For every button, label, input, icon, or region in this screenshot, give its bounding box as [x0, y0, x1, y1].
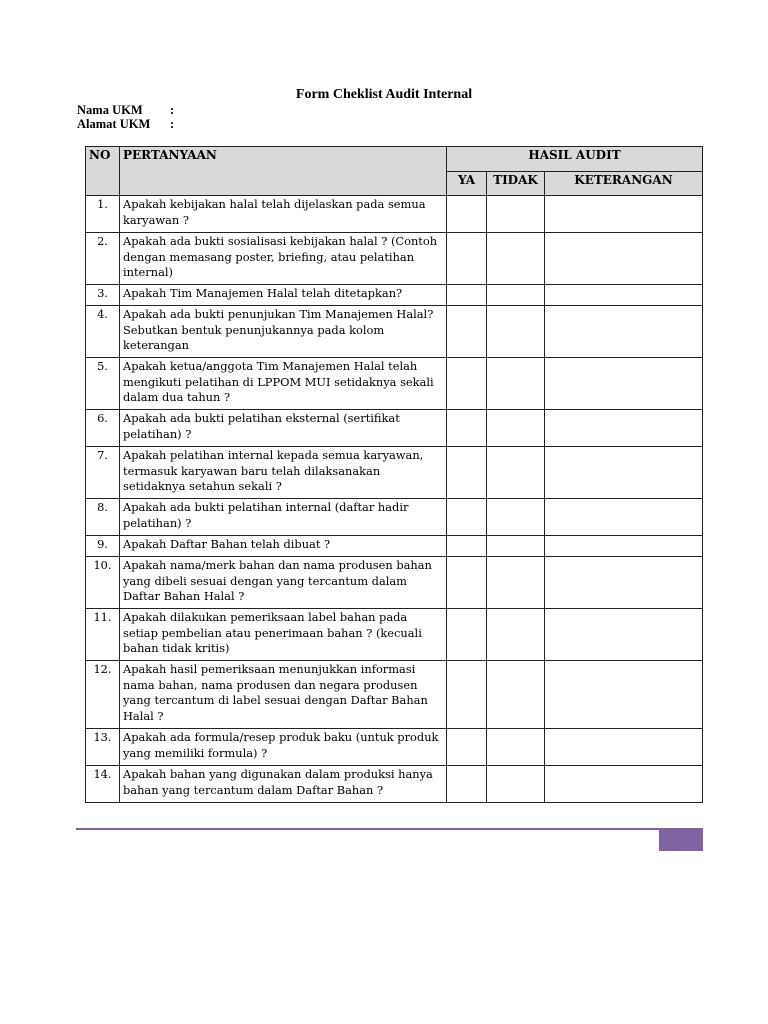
row-question: Apakah ada bukti penunjukan Tim Manajemen Halal? Sebutkan bentuk penunjukannya pada kolom keterangan	[120, 306, 447, 358]
keterangan-cell[interactable]	[545, 306, 703, 358]
table-row	[86, 609, 703, 661]
row-question: Apakah dilakukan pemeriksaan label bahan pada setiap pembelian atau penerimaan bahan ? (kecuali bahan tidak kritis)	[120, 609, 447, 661]
row-question: Apakah bahan yang digunakan dalam produksi hanya bahan yang tercantum dalam Daftar Bahan ?	[120, 766, 447, 803]
tidak-cell[interactable]	[487, 358, 545, 410]
row-number: 11.	[86, 609, 120, 661]
keterangan-cell[interactable]	[545, 233, 703, 285]
ya-cell[interactable]	[447, 536, 487, 557]
keterangan-cell[interactable]	[545, 447, 703, 499]
tidak-cell[interactable]	[487, 233, 545, 285]
header-hasil-audit: HASIL AUDIT	[447, 147, 703, 172]
tidak-cell[interactable]	[487, 609, 545, 661]
row-question: Apakah hasil pemeriksaan menunjukkan informasi nama bahan, nama produsen dan negara produsen yang tercantum di label sesuai dengan Daftar Bahan Halal ?	[120, 661, 447, 729]
table-row	[86, 285, 703, 306]
row-question: Apakah ada bukti pelatihan internal (daftar hadir pelatihan) ?	[120, 499, 447, 536]
row-question: Apakah ketua/anggota Tim Manajemen Halal telah mengikuti pelatihan di LPPOM MUI setidaknya sekali dalam dua tahun ?	[120, 358, 447, 410]
keterangan-cell[interactable]	[545, 499, 703, 536]
tidak-cell[interactable]	[487, 536, 545, 557]
keterangan-cell[interactable]	[545, 661, 703, 729]
row-number: 5.	[86, 358, 120, 410]
alamat-ukm-label: Alamat UKM	[77, 117, 151, 131]
row-number: 7.	[86, 447, 120, 499]
nama-ukm-label: Nama UKM	[77, 103, 143, 117]
table-row	[86, 661, 703, 729]
keterangan-cell[interactable]	[545, 729, 703, 766]
row-question: Apakah nama/merk bahan dan nama produsen bahan yang dibeli sesuai dengan yang tercantum dalam Daftar Bahan Halal ?	[120, 557, 447, 609]
row-number: 14.	[86, 766, 120, 803]
ya-cell[interactable]	[447, 661, 487, 729]
nama-ukm-colon: :	[170, 103, 175, 117]
table-row	[86, 358, 703, 410]
row-number: 9.	[86, 536, 120, 557]
row-question: Apakah pelatihan internal kepada semua karyawan, termasuk karyawan baru telah dilaksanakan setidaknya setahun sekali ?	[120, 447, 447, 499]
ya-cell[interactable]	[447, 499, 487, 536]
row-question: Apakah Daftar Bahan telah dibuat ?	[120, 536, 447, 557]
tidak-cell[interactable]	[487, 410, 545, 447]
keterangan-cell[interactable]	[545, 609, 703, 661]
keterangan-cell[interactable]	[545, 196, 703, 233]
row-number: 10.	[86, 557, 120, 609]
table-row	[86, 196, 703, 233]
header-keterangan: KETERANGAN	[545, 172, 703, 196]
tidak-cell[interactable]	[487, 447, 545, 499]
header-tidak: TIDAK	[487, 172, 545, 196]
row-number: 6.	[86, 410, 120, 447]
ya-cell[interactable]	[447, 358, 487, 410]
alamat-ukm-colon: :	[170, 117, 175, 131]
keterangan-cell[interactable]	[545, 557, 703, 609]
row-number: 2.	[86, 233, 120, 285]
table-row	[86, 557, 703, 609]
page-title: Form Cheklist Audit Internal	[295, 87, 473, 102]
ya-cell[interactable]	[447, 306, 487, 358]
table-row	[86, 233, 703, 285]
tidak-cell[interactable]	[487, 285, 545, 306]
table-row	[86, 447, 703, 499]
ya-cell[interactable]	[447, 557, 487, 609]
table-row	[86, 766, 703, 803]
row-question: Apakah kebijakan halal telah dijelaskan pada semua karyawan ?	[120, 196, 447, 233]
ya-cell[interactable]	[447, 410, 487, 447]
table-row	[86, 499, 703, 536]
tidak-cell[interactable]	[487, 196, 545, 233]
row-question: Apakah ada formula/resep produk baku (untuk produk yang memiliki formula) ?	[120, 729, 447, 766]
keterangan-cell[interactable]	[545, 285, 703, 306]
row-number: 3.	[86, 285, 120, 306]
table-row	[86, 729, 703, 766]
table-row	[86, 410, 703, 447]
keterangan-cell[interactable]	[545, 536, 703, 557]
row-number: 13.	[86, 729, 120, 766]
ya-cell[interactable]	[447, 447, 487, 499]
tidak-cell[interactable]	[487, 661, 545, 729]
footer-divider	[76, 828, 703, 830]
row-number: 4.	[86, 306, 120, 358]
ya-cell[interactable]	[447, 609, 487, 661]
row-question: Apakah ada bukti sosialisasi kebijakan halal ? (Contoh dengan memasang poster, briefing, atau pelatihan internal)	[120, 233, 447, 285]
ya-cell[interactable]	[447, 233, 487, 285]
ya-cell[interactable]	[447, 766, 487, 803]
header-no: NO	[86, 147, 120, 196]
tidak-cell[interactable]	[487, 729, 545, 766]
nama-ukm-field	[77, 103, 174, 118]
ya-cell[interactable]	[447, 285, 487, 306]
table-row	[86, 306, 703, 358]
footer-accent-box	[659, 829, 703, 851]
row-question: Apakah Tim Manajemen Halal telah ditetapkan?	[120, 285, 447, 306]
keterangan-cell[interactable]	[545, 766, 703, 803]
table-row	[86, 536, 703, 557]
tidak-cell[interactable]	[487, 499, 545, 536]
row-number: 8.	[86, 499, 120, 536]
tidak-cell[interactable]	[487, 766, 545, 803]
ya-cell[interactable]	[447, 196, 487, 233]
row-question: Apakah ada bukti pelatihan eksternal (sertifikat pelatihan) ?	[120, 410, 447, 447]
row-number: 12.	[86, 661, 120, 729]
alamat-ukm-field	[77, 117, 174, 132]
tidak-cell[interactable]	[487, 306, 545, 358]
row-number: 1.	[86, 196, 120, 233]
ya-cell[interactable]	[447, 729, 487, 766]
tidak-cell[interactable]	[487, 557, 545, 609]
keterangan-cell[interactable]	[545, 358, 703, 410]
header-ya: YA	[447, 172, 487, 196]
audit-checklist-table	[85, 146, 703, 803]
header-pertanyaan: PERTANYAAN	[120, 147, 447, 196]
keterangan-cell[interactable]	[545, 410, 703, 447]
